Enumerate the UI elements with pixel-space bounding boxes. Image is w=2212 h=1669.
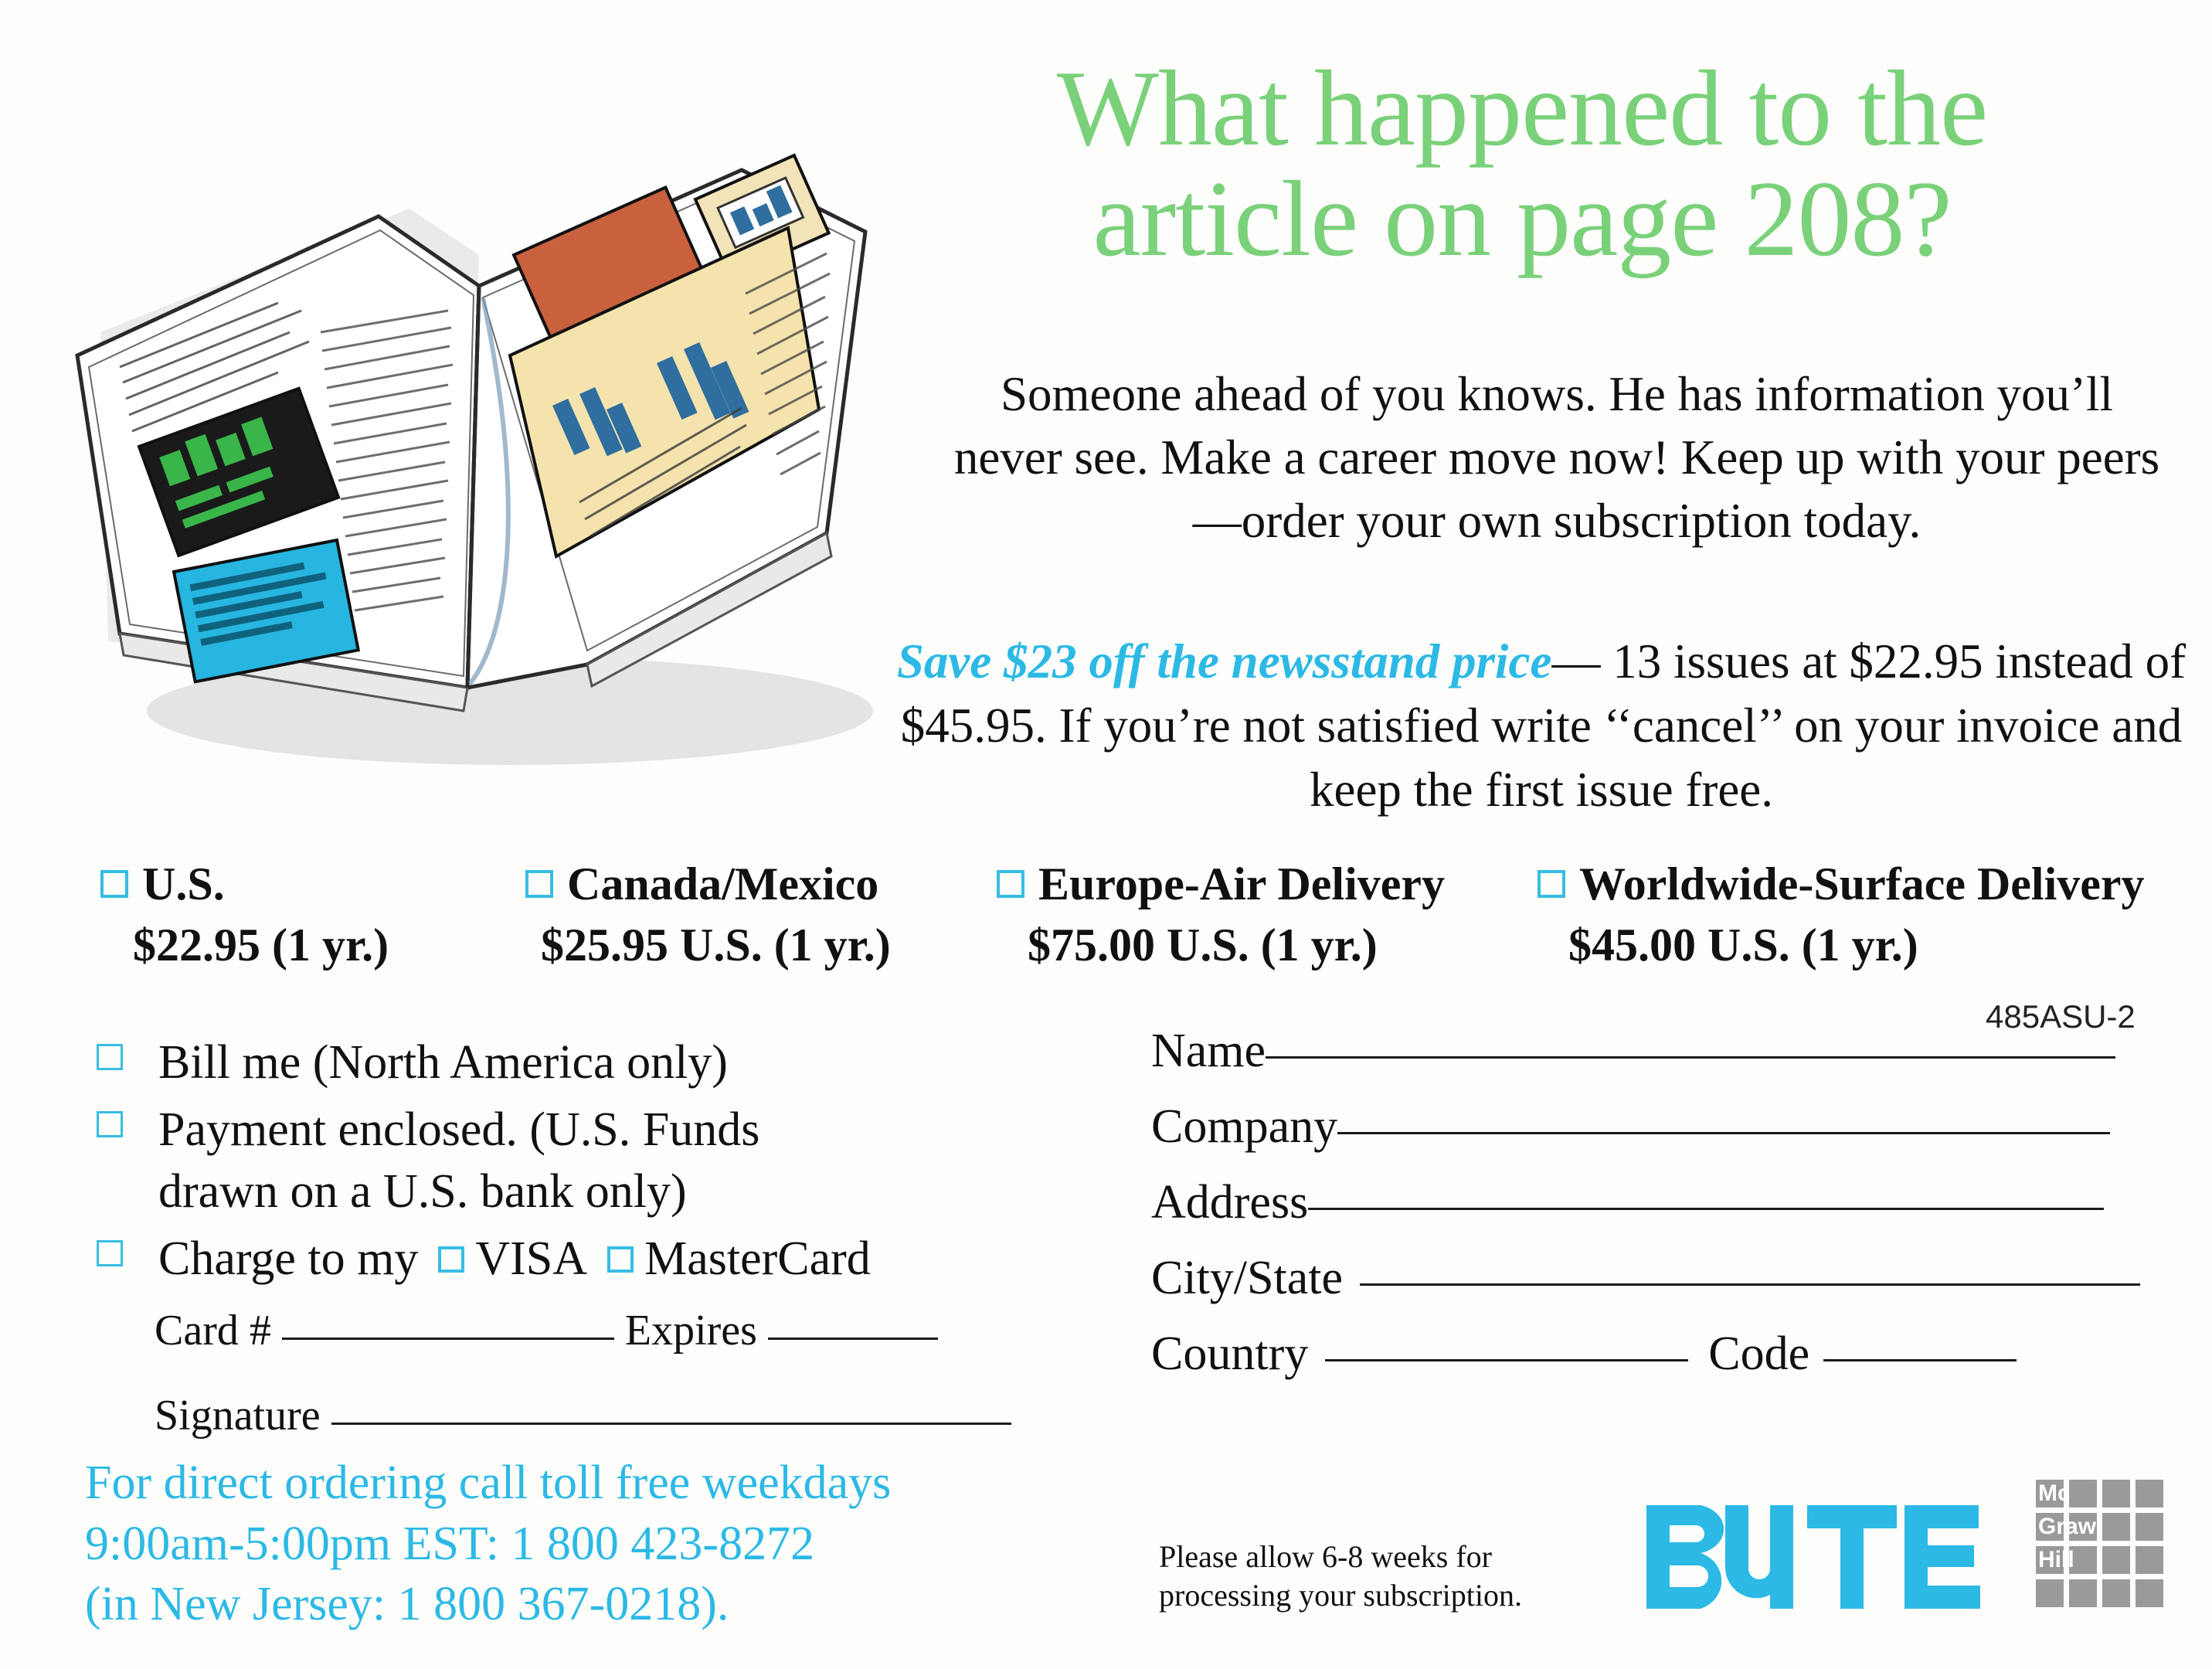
company-input[interactable] (1337, 1132, 2110, 1134)
processing-note-line-1: Please allow 6-8 weeks for (1159, 1539, 1492, 1574)
code-input[interactable] (1823, 1359, 2017, 1361)
body-paragraph-2 (889, 630, 2194, 822)
phone-line-3: (in New Jersey: 1 800 367-0218). (85, 1578, 729, 1631)
rate-option-canada-mexico[interactable] (525, 858, 891, 972)
visa-label: VISA (475, 1232, 588, 1285)
rate-eu-label: Europe-Air Delivery (1038, 858, 1446, 909)
mastercard-label: MasterCard (644, 1232, 871, 1285)
rate-ca-label-row (525, 858, 891, 911)
checkbox-worldwide-surface-icon[interactable] (1538, 870, 1565, 898)
checkbox-charge-icon[interactable] (97, 1240, 123, 1266)
mcgraw-hill-logo (2032, 1476, 2175, 1619)
rate-us-price: $22.95 (1 yr.) (133, 919, 389, 970)
card-number-input[interactable] (282, 1338, 614, 1340)
rate-eu-price: $75.00 U.S. (1 yr.) (1028, 919, 1378, 970)
company-label: Company (1151, 1100, 1338, 1153)
checkbox-europe-air-icon[interactable] (997, 870, 1024, 898)
name-input[interactable] (1266, 1056, 2115, 1059)
country-input[interactable] (1325, 1359, 1688, 1361)
payment-options (97, 1032, 1178, 1294)
checkbox-us-icon[interactable] (100, 870, 128, 898)
name-label: Name (1151, 1025, 1266, 1077)
processing-note (1159, 1538, 1638, 1615)
open-magazine-illustration (46, 100, 927, 796)
save-offer-phrase: Save $23 off the newsstand price (896, 634, 1552, 688)
headline-line-2: article on page 208? (1092, 158, 1952, 279)
payment-enclosed-label-line1: Payment enclosed. (U.S. Funds (158, 1103, 760, 1156)
phone-line-2: 9:00am-5:00pm EST: 1 800 423-8272 (85, 1517, 815, 1570)
signature-input[interactable] (331, 1423, 1011, 1425)
country-label: Country (1151, 1327, 1309, 1380)
expires-label: Expires (624, 1307, 757, 1355)
checkbox-mastercard-icon[interactable] (607, 1246, 634, 1273)
field-country-code[interactable] (1151, 1327, 2179, 1402)
svg-text:Mc: Mc (2038, 1480, 2071, 1506)
svg-text:Graw: Graw (2038, 1514, 2097, 1539)
rate-ww-label: Worldwide-Surface Delivery (1579, 858, 2145, 909)
code-label: Code (1708, 1327, 1810, 1380)
signature-row[interactable] (155, 1391, 1011, 1440)
rate-eu-label-row (997, 858, 1445, 911)
checkbox-bill-me-icon[interactable] (97, 1044, 123, 1070)
checkbox-canada-mexico-icon[interactable] (525, 870, 553, 898)
offer-details: — 13 issues at $22.95 instead of $45.95. If you’re not satisfied write ‘‘cancel’’ on your invoice and keep the first issue free. (900, 634, 2187, 818)
card-number-row[interactable] (155, 1306, 938, 1355)
svg-text:Hill: Hill (2038, 1547, 2074, 1572)
rate-option-europe-air[interactable] (997, 858, 1445, 972)
rate-ww-label-row (1538, 858, 2145, 911)
expires-input[interactable] (768, 1338, 938, 1340)
payment-option-enclosed[interactable] (97, 1099, 1178, 1223)
headline-line-1: What happened to the (1056, 49, 1988, 168)
headline (865, 49, 2179, 279)
address-fields (1151, 1024, 2179, 1402)
rate-option-worldwide-surface[interactable] (1538, 858, 2145, 972)
rate-options (85, 858, 2171, 989)
city-state-label: City/State (1151, 1252, 1343, 1304)
address-label: Address (1151, 1176, 1309, 1229)
rate-us-label: U.S. (142, 858, 225, 909)
rate-us-label-row (100, 858, 389, 911)
form-code: 485ASU-2 (1986, 998, 2136, 1035)
processing-note-line-2: processing your subscription. (1159, 1578, 1522, 1613)
bill-me-label: Bill me (North America only) (158, 1036, 728, 1089)
byte-logo (1642, 1499, 1989, 1615)
checkbox-visa-icon[interactable] (438, 1246, 464, 1273)
field-company[interactable] (1151, 1100, 2179, 1175)
signature-label: Signature (155, 1392, 321, 1440)
phone-line-1: For direct ordering call toll free weekdays (85, 1457, 892, 1509)
card-number-label: Card # (155, 1307, 271, 1355)
payment-option-charge[interactable] (97, 1228, 1178, 1290)
field-name[interactable] (1151, 1024, 2179, 1100)
charge-label: Charge to my (158, 1232, 419, 1285)
field-city-state[interactable] (1151, 1251, 2179, 1327)
payment-option-bill-me[interactable] (97, 1032, 1178, 1094)
payment-enclosed-label-line2: drawn on a U.S. bank only) (158, 1165, 687, 1219)
field-address[interactable] (1151, 1175, 2179, 1251)
rate-option-us[interactable] (100, 858, 389, 972)
rate-ca-price: $25.95 U.S. (1 yr.) (541, 919, 891, 970)
rate-ca-label: Canada/Mexico (567, 858, 879, 909)
ordering-phone-block (85, 1453, 1167, 1635)
checkbox-payment-enclosed-icon[interactable] (97, 1111, 123, 1137)
city-state-input[interactable] (1360, 1283, 2140, 1286)
rate-ww-price: $45.00 U.S. (1 yr.) (1568, 919, 1918, 970)
address-input[interactable] (1308, 1208, 2104, 1210)
body-paragraph-1: Someone ahead of you knows. He has information you’ll never see. Make a career move now! Keep up with your peers—order your own subscription today. (953, 367, 2160, 548)
